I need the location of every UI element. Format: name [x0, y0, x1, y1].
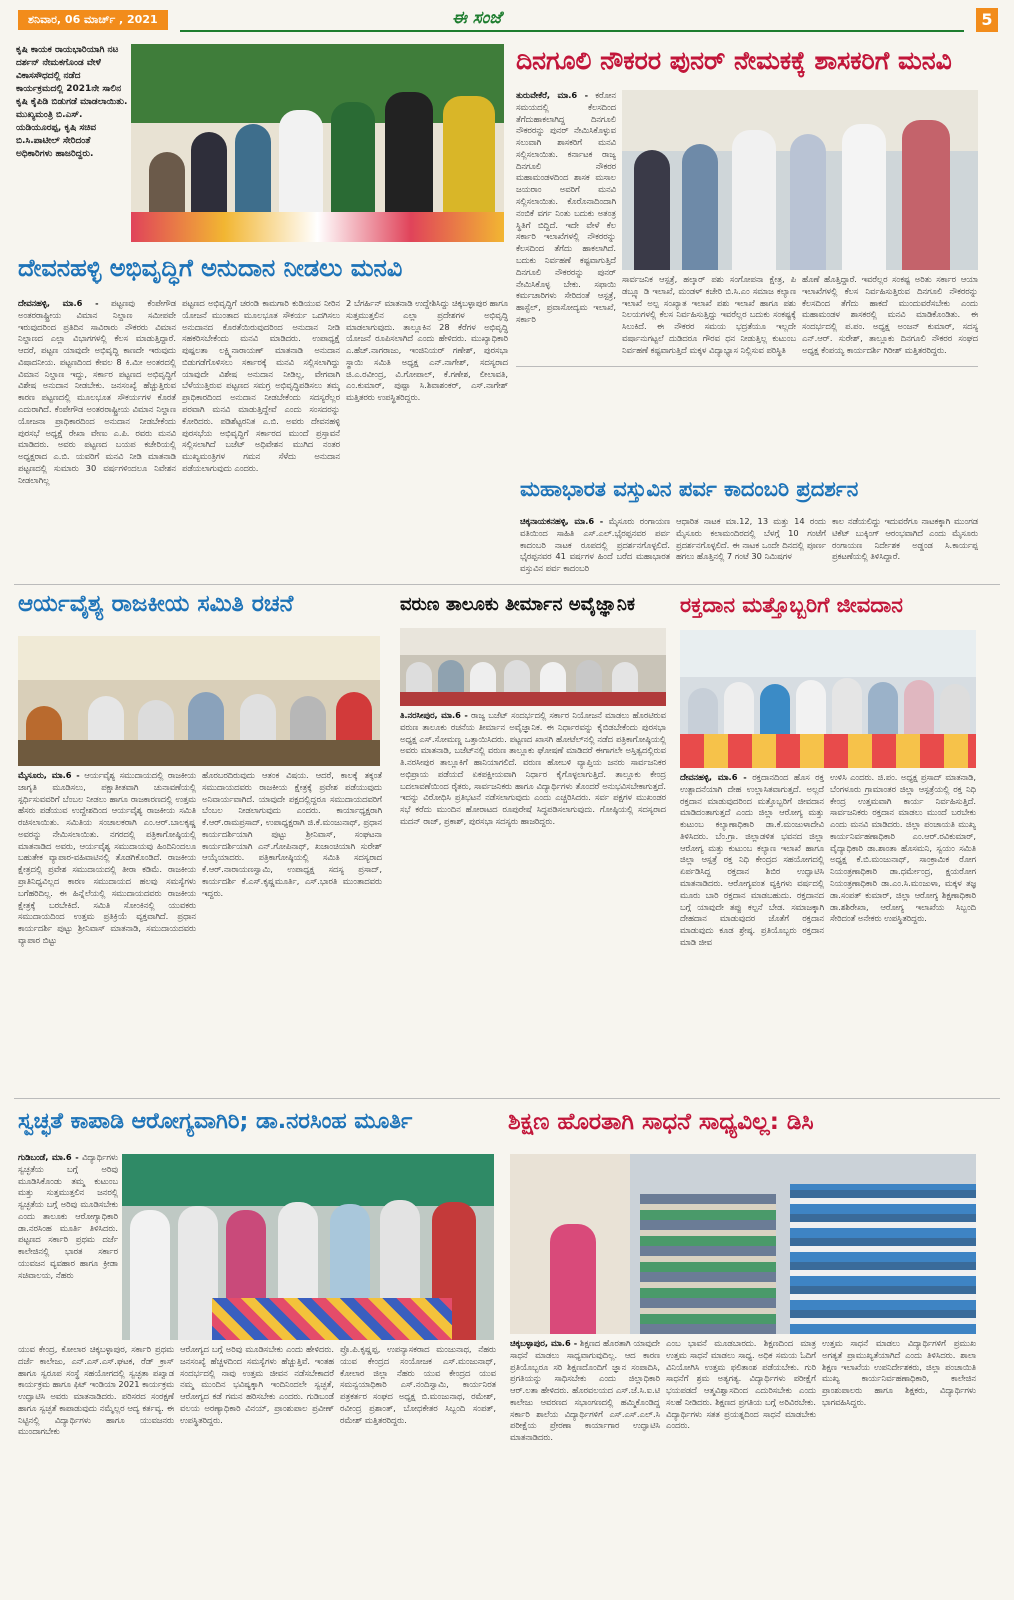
- article-daily-wage-col3: [802, 274, 978, 362]
- article-devanahalli-col3: [346, 298, 508, 576]
- photo-caption-top-left: [16, 44, 128, 240]
- article-text: 2 ಬೆಗರ್ಹಿನ್ ಮಾತನಾಡಿ ಉದ್ದೇಶಿಸಿದ್ದು ಚಿಕ್ಕಬಳ್ಳಾಪುರ ಹಾಗೂ ಸುತ್ತಮುತ್ತಲಿನ ಎಲ್ಲಾ ಪ್ರದೇಶಗಳ ಅಭಿವೃದ್ಧಿ ಮಾಡಲಾಗುವುದು. ತಾಲ್ಲೂಕಿನ 28 ಕೆರೆಗಳ ಅಭಿವೃದ್ಧಿ ಯೋಜನೆ ರೂಪಿಸಲಾಗಿದೆ ಎಂದು ಹೇಳಿದರು. ಮುಖ್ಯಾಧಿಕಾರಿ ಎ.ಹೆಚ್.ನಾಗರಾಜು, ಇಂಜಿನಿಯರ್ ಗಣೇಶ್, ಪುರಸಭಾ ಸ್ಥಾಯಿ ಸಮಿತಿ ಅಧ್ಯಕ್ಷ ಎನ್.ನಾಗೇಶ್, ಸದಸ್ಯರಾದ ಜಿ.ಎ.ರವೀಂದ್ರ, ವಿ.ಗೋಪಾಲ್, ಕೆ.ಗಣೇಶ, ಲೀಲಾವತಿ, ಎಂ.ಕುಮಾರ್, ಪುಷ್ಪಾ ಸಿ.ಶಿವಾಶಂಕರ್, ಎಸ್.ನಾಗೇಶ್ ಮತ್ತಿತರರು ಉಪಸ್ಥಿತರಿದ್ದರು.: [346, 298, 508, 403]
- divider: [14, 584, 1000, 585]
- issue-date: ಶನಿವಾರ, 06 ಮಾರ್ಚ್ , 2021: [18, 10, 168, 30]
- dateline: ದೇವನಹಳ್ಳಿ, ಮಾ.6 -: [18, 298, 99, 308]
- article-text: ಪಟ್ಟಣದ ಅಭಿವೃದ್ಧಿಗೆ ಚರಂಡಿ ಕಾಮಗಾರಿ ಕುಡಿಯುವ ನೀರಿನ ಯೋಜನೆ ಮುಂತಾದ ಮೂಲಭೂತ ಸೌಕರ್ಯ ಒದಗಿಸಲು ಅನುದಾನದ ಕೊರತೆಯಿರುವುದರಿಂದ ಅನುದಾನ ನೀಡಿ ಸಹಕರಿಸಬೇಕೆಂದು ಮನವಿ ಮಾಡಿದರು. ಉಪಾಧ್ಯಕ್ಷೆ ಪುಷ್ಪಲತಾ ಲಕ್ಷ್ಮಿನಾರಾಯಣ್ ಮಾತನಾಡಿ ಅನುದಾನ ಬಿಡುಗಡೆಗೊಳಿಸಲು ಸರ್ಕಾರಕ್ಕೆ ಮನವಿ ಸಲ್ಲಿಸಲಾಗಿದ್ದು ಯಾವುದೇ ವಿಶೇಷ ಅನುದಾನ ನೀಡಿಲ್ಲ, ವೇಗವಾಗಿ ಬೆಳೆಯುತ್ತಿರುವ ಪಟ್ಟಣದ ಸಮಗ್ರ ಅಭಿವೃದ್ಧಿಪಡಿಸಲು ತಮ್ಮ ಪ್ರಾಧಿಕಾರದಿಂದ ಅನುದಾನ ನೀಡಬೇಕೆಂದು ಸದಸ್ಯರೆಲ್ಲರ ಪರವಾಗಿ ಮನವಿ ಮಾಡುತ್ತಿದ್ದೇವೆ ಎಂದು ಸಂಸದರನ್ನು ಕೋರಿದರು. ಪಡಿಶೆಟ್ಟರನಿತ ಎ.ಬಿ. ಅವರು ದೇವನಹಳ್ಳಿ ಪುರಸಭೆಯ ಅಭಿವೃದ್ಧಿಗೆ ಸರ್ಕಾರದ ಮುಂದೆ ಪ್ರಸ್ತಾವನೆ ಸಲ್ಲಿಸಲಾಗಿದೆ ಬಜೆಟ್ ಅಧಿವೇಶನ ಮುಗಿದ ನಂತರ ಮುಖ್ಯಮಂತ್ರಿಗಳ ಗಮನ ಸೆಳೆದು ಅನುದಾನ ಪಡೆಯಲಾಗುವುದು ಎಂದರು.: [182, 298, 340, 473]
- wall-banner: [18, 636, 380, 680]
- article-education-col3: [822, 1338, 976, 1594]
- dateline: ಚಿಕ್ಕಬಳ್ಳಾಪುರ, ಮಾ.6 -: [510, 1338, 578, 1348]
- article-daily-wage-col1: [516, 90, 616, 358]
- article-daily-wage-col2: [622, 274, 796, 362]
- masthead: [10, 8, 1004, 34]
- dateline: ದೇವನಹಳ್ಳಿ, ಮಾ.6 -: [680, 772, 747, 782]
- article-blood-col2: [830, 772, 976, 1090]
- dateline: ಮೈಸೂರು, ಮಾ.6 -: [18, 770, 80, 780]
- dateline: ಚಿಕ್ಕನಾಯಕನಹಳ್ಳಿ, ಮಾ.6 -: [520, 516, 604, 526]
- table: [18, 740, 380, 766]
- photo-varuna-meeting: [400, 628, 666, 706]
- article-text: ರಾಜ್ಯ ಬಜೆಟ್ ಸಂದರ್ಭದಲ್ಲಿ ಸರ್ಕಾರ ನಿಯೋಜನೆ ಮಾಡಲು ಹೊರಟಿರುವ ವರುಣ ತಾಲೂಕು ರಚನೆಯ ತೀರ್ಮಾನ ಅವೈಜ್ಞಾನಿಕ. ಈ ನಿರ್ಧಾರವನ್ನು ಕೈಬಿಡಬೇಕೆಂದು ಪುರಸಭಾ ಅಧ್ಯಕ್ಷ ಎಸ್.ಸೋಮಣ್ಣ ಒತ್ತಾಯಿಸಿದರು. ಪಟ್ಟಣದ ಖಾಸಗಿ ಹೋಟೆಲ್‌ನಲ್ಲಿ ನಡೆದ ಪತ್ರಿಕಾಗೋಷ್ಠಿಯಲ್ಲಿ ಅವರು ಮಾತನಾಡಿ, ಬಜೆಟ್‌ನಲ್ಲಿ ವರುಣ ತಾಲ್ಲೂಕು ಘೋಷಣೆ ಮಾಡಿದರೆ ಈಗಾಗಲೇ ಅಸ್ತಿತ್ವದಲ್ಲಿರುವ ತಿ.ನರಸೀಪುರ ತಾಲ್ಲೂಕಿಗೆ ಹಾನಿಯಾಗಲಿದೆ. ವರುಣ ಹೋಬಳಿ ವ್ಯಾಪ್ತಿಯ ಜನರು ಸಾರ್ವಜನಿಕರ ಅಭಿಪ್ರಾಯ ಪಡೆಯದೆ ಏಕಪಕ್ಷೀಯವಾಗಿ ನಿರ್ಧಾರ ಕೈಗೊಳ್ಳಲಾಗುತ್ತಿದೆ. ತಾಲ್ಲೂಕು ಕೇಂದ್ರ ಬದಲಾವಣೆಯಿಂದ ರೈತರು, ಸಾರ್ವಜನಿಕರು ಹಾಗೂ ವಿದ್ಯಾರ್ಥಿಗಳು ತೊಂದರೆ ಅನುಭವಿಸಬೇಕಾಗುತ್ತದೆ. ಇದನ್ನು ವಿರೋಧಿಸಿ ಪ್ರತಿಭಟನೆ ನಡೆಸಲಾಗುವುದು ಎಂದು ಎಚ್ಚರಿಸಿದರು. ಸರ್ವ ಪಕ್ಷಗಳ ಮುಖಂಡರ ಸಭೆ ಕರೆದು ಮುಂದಿನ ಹೋರಾಟದ ರೂಪುರೇಷೆ ಸಿದ್ಧಪಡಿಸಲಾಗುವುದು. ಗೋಷ್ಠಿಯಲ್ಲಿ ಸದಸ್ಯರಾದ ಮದನ್ ರಾಜ್, ಪ್ರಕಾಶ್, ಪುರಸಭಾ ಸದಸ್ಯರು ಹಾಜರಿದ್ದರು.: [400, 710, 666, 827]
- article-mahabharata-col2: [676, 516, 826, 578]
- person-figure: [902, 120, 950, 270]
- article-text: ಪ್ರೊ.ಪಿ.ಕೃಷ್ಣಪ್ಪ, ಉಪನ್ಯಾಸಕರಾದ ಮಂಜುನಾಥ, ನೆಹರು ಯುವ ಕೇಂದ್ರದ ಸಂಯೋಜಕ ಎಸ್.ಮಂಜುನಾಥ್, ಕೋಲಾರ ಜಿಲ್ಲಾ ನೆಹರು ಯುವ ಕೇಂದ್ರದ ಯುವ ಸಮನ್ವಯಾಧಿಕಾರಿ ಎಸ್.ನಂದಿಸ್ವಾಮಿ, ಕಾರ್ಯನಿರತ ಪತ್ರಕರ್ತರ ಸಂಘದ ಅಧ್ಯಕ್ಷ ಬಿ.ಮಂಜುನಾಥ, ರಮೇಶ್, ರವೀಂದ್ರ ಪ್ರಶಾಂತ್, ಬೋಧಕೇತರ ಸಿಬ್ಬಂದಿ ಸಂಪತ್, ರಮೇಶ್ ಮತ್ತಿತರರಿದ್ದರು.: [340, 1344, 496, 1425]
- stage-banner: [680, 630, 976, 677]
- article-cleanliness-left: [18, 1152, 118, 1342]
- headline-blood-donation: ರಕ್ತದಾನ ಮತ್ತೊಬ್ಬರಿಗೆ ಜೀವದಾನ: [680, 594, 903, 617]
- page-number: 5: [976, 8, 998, 32]
- article-text: ಕರೋನ ಸಮಯದಲ್ಲಿ ಕೆಲಸದಿಂದ ತೆಗೆದುಹಾಕಲಾಗಿದ್ದ ದಿನಗೂಲಿ ನೌಕರರನ್ನು ಪುನರ್ ನೇಮಿಸಿಕೊಳ್ಳುವ ಸಲುವಾಗಿ ಶಾಸಕರಿಗೆ ಮನವಿ ಸಲ್ಲಿಸಲಾಯಿತು. ಕರ್ನಾಟಕ ರಾಜ್ಯ ದಿನಗೂಲಿ ನೌಕರರ ಮಹಾಮಂಡಳದಿಂದ ಶಾಸಕ ಮಸಾಲ ಜಯರಾಂ ಅವರಿಗೆ ಮನವಿ ಸಲ್ಲಿಸಲಾಯಿತು. ಕೊರೊನಾದಿಂದಾಗಿ ನಂಬಿಕೆ ವರ್ಗ ನಿಂತು ಬದುಕು ಅತಂತ್ರ ಸ್ಥಿತಿಗೆ ಬಿದ್ದಿದೆ. ಇದೇ ವೇಳೆ ಕೆಲ ಸರ್ಕಾರಿ ಇಲಾಖೆಗಳಲ್ಲಿ ನೌಕರರನ್ನು ಕೆಲಸದಿಂದ ತೆಗೆದು ಹಾಕಲಾಗಿದೆ. ಬದುಕು ನಿರ್ವಹಣೆ ಕಷ್ಟವಾಗುತ್ತಿದೆ ದಿನಗೂಲಿ ನೌಕರರನ್ನು ಪುನರ್ ನೇಮಿಸಿಕೊಳ್ಳ ಬೇಕು. ಸಫಾಯಿ ಕರ್ಮಚಾರಿಗಳು ಸೇರಿದಂತೆ ಆಸ್ಪತ್ರೆ, ಹಾಸ್ಟೆಲ್, ಪ್ರವಾಸೋದ್ಯಮ ಇಲಾಖೆ, ಸರ್ಕಾರಿ: [516, 90, 616, 324]
- article-text: ಸಾರ್ವಜನಿಕ ಆಸ್ಪತ್ರೆ, ಹಲ್ಕಾರ್ ಪಶು ಸಂಗೋಪನಾ ಕ್ಷೇತ್ರ, ಪಿ ಡಬ್ಲ್ಯೂ ಡಿ ಇಲಾಖೆ, ಮಂಡಳ್ ಕಚೇರಿ ಬಿ.ಸಿ.ಎಂ ಸಮಾಜ ಕಲ್ಯಾಣ ಇಲಾಖೆ ಅಲ್ಪ ಸಂಖ್ಯಾತ ಇಲಾಖೆ ಪಶು ಇಲಾಖೆ ಹಾಗೂ ಪಶು ನಿಲಯಗಳಲ್ಲಿ ಕೆಲಸ ನಿರ್ವಹಿಸುತ್ತಿದ್ದು ಇವರೆಲ್ಲರ ಬದುಕು ಸಂಕಷ್ಟಕ್ಕೆ ಸಿಲುಕಿದೆ. ಈ ನೌಕರರ ಸಮಯ ಭದ್ರತೆಯೂ ಇಲ್ಲದೇ ವರ್ಷಾನುಗಟ್ಟಲೆ ದುಡಿದರೂ ಗೌರವ ಧನ ನೀಡುತ್ತಿಲ್ಲ ಕುಟುಂಬ ನಿರ್ವಹಣೆ ಕಷ್ಟವಾಗುತ್ತಿದೆ ಮಕ್ಕಳ ವಿದ್ಯಾಭ್ಯಾಸ ನಿಲ್ಲಿಸುವ ಪರಿಸ್ಥಿತಿ: [622, 274, 796, 355]
- ad-space: [520, 374, 978, 472]
- article-text: ರಕ್ತದಾನದಿಂದ ಹೊಸ ರಕ್ತ ಉತ್ಪಾದನೆಯಾಗಿ ದೇಹ ಉಲ್ಲಾಸಿತವಾಗುತ್ತದೆ. ಅಲ್ಲದೆ ರಕ್ತದಾನ ಮಾಡುವುದರಿಂದ ಮತ್ತೊಬ್ಬರಿಗೆ ಜೀವದಾನ ಮಾಡಿದಂತಾಗುತ್ತದೆ ಎಂದು ಜಿಲ್ಲಾ ಆರೋಗ್ಯ ಮತ್ತು ಕುಟುಂಬ ಕಲ್ಯಾಣಾಧಿಕಾರಿ ಡಾ.ಕೆ.ಮಂಜುಳಾದೇವಿ ತಿಳಿಸಿದರು. ಬೆಂ.ಗ್ರಾ. ಜಿಲ್ಲಾಡಳಿತ ಭವನದ ಜಿಲ್ಲಾ ಆರೋಗ್ಯ ಮತ್ತು ಕುಟುಂಬ ಕಲ್ಯಾಣ ಇಲಾಖೆ ಹಾಗೂ ಜಿಲ್ಲಾ ಆಸ್ಪತ್ರೆ ರಕ್ತ ನಿಧಿ ಕೇಂದ್ರದ ಸಹಯೋಗದಲ್ಲಿ ಏರ್ಪಡಿಸಿದ್ದ ರಕ್ತದಾನ ಶಿಬಿರ ಉದ್ಘಾಟಿಸಿ ಮಾತನಾಡಿದರು. ಆರೋಗ್ಯವಂತ ವ್ಯಕ್ತಿಗಳು ವರ್ಷದಲ್ಲಿ ಮೂರು ಬಾರಿ ರಕ್ತದಾನ ಮಾಡಬಹುದು. ರಕ್ತದಾನದ ಬಗ್ಗೆ ಯಾವುದೇ ತಪ್ಪು ಕಲ್ಪನೆ ಬೇಡ. ಸಮಾಜಕ್ಕಾಗಿ ದೇಹದಾನ ಮಾಡುವುದರ ಜೊತೆಗೆ ರಕ್ತದಾನ ಮಾಡುವುದು ಕೂಡ ಶ್ರೇಷ್ಠ. ಪ್ರತಿಯೊಬ್ಬರು ರಕ್ತದಾನ ಮಾಡಿ ಜೀವ: [680, 772, 824, 947]
- person-figure: [790, 134, 826, 270]
- divider: [14, 1098, 1000, 1099]
- newspaper-title: ಈ ಸಂಜೆ: [452, 8, 502, 28]
- headline-mahabharata: ಮಹಾಭಾರತ ವಸ್ತುವಿನ ಪರ್ವ ಕಾದಂಬರಿ ಪ್ರದರ್ಶನ: [520, 478, 859, 501]
- speaker-figure: [550, 1224, 596, 1334]
- article-text: ಹೊಣೆ ಹೊತ್ತಿದ್ದಾರೆ. ಇವರೆಲ್ಲರ ಸಂಕಷ್ಟ ಅರಿತು ಸರ್ಕಾರ ಆಯಾ ಇಲಾಖೆಗಳಲ್ಲಿ ಕೆಲಸ ನಿರ್ವಹಿಸುತ್ತಿರುವ ದಿನಗೂಲಿ ನೌಕರರನ್ನು ಕೆಲಸದಿಂದ ತೆಗೆದು ಹಾಕದೆ ಮುಂದುವರೆಸಬೇಕು ಎಂದು ಮಹಾಮಂಡಳ ಶಾಸಕರಲ್ಲಿ ಮನವಿ ಮಾಡಿಕೊಂಡಿತು. ಈ ಸಂದರ್ಭದಲ್ಲಿ ಪ.ಪಂ. ಅಧ್ಯಕ್ಷ ಅಂಜನ್ ಕುಮಾರ್, ಸದಸ್ಯ ಎನ್.ಆರ್. ಸುರೇಶ್, ತಾಲ್ಲೂಕು ದಿನಗೂಲಿ ನೌಕರರ ಸಂಘದ ಅಧ್ಯಕ್ಷ ಕೆಂಪಯ್ಯ ಕಾರ್ಯದರ್ಶಿ ಗಿರೀಶ್ ಮತ್ತಿತರರಿದ್ದರು.: [802, 274, 978, 355]
- article-text: ಆಧಾರಿತ ನಾಟಕ ಮಾ.12, 13 ಮತ್ತು 14 ರಂದು ಮೈಸೂರು ಕಲಾಮಂದಿರದಲ್ಲಿ ಬೆಳಗ್ಗೆ 10 ಗಂಟೆಗೆ ಪ್ರದರ್ಶನಗೊಳ್ಳಲಿದೆ. ಈ ನಾಟಕ ಒಂದೇ ದಿನದಲ್ಲಿ ಪೂರ್ಣ ಹಗಲು ಹೊತ್ತಿನಲ್ಲಿ 7 ಗಂಟೆ 30 ನಿಮಿಷಗಳ: [676, 516, 826, 562]
- person-figure: [130, 1210, 170, 1340]
- article-varuna-col1: [400, 710, 666, 1090]
- dateline: ಗುಡಿಬಂಡೆ, ಮಾ.6 -: [18, 1152, 79, 1162]
- article-text: ಉಳಿಸಿ ಎಂದರು. ಜಿ.ಪಂ. ಅಧ್ಯಕ್ಷ ಪ್ರಸಾದ್ ಮಾತನಾಡಿ, ಬೆಂಗಳೂರು ಗ್ರಾಮಾಂತರ ಜಿಲ್ಲಾ ಆಸ್ಪತ್ರೆಯಲ್ಲಿ ರಕ್ತ ನಿಧಿ ಕೇಂದ್ರ ಉತ್ತಮವಾಗಿ ಕಾರ್ಯ ನಿರ್ವಹಿಸುತ್ತಿದೆ. ಸಾರ್ವಜನಿಕರು ರಕ್ತದಾನ ಮಾಡಲು ಮುಂದೆ ಬರಬೇಕು ಎಂದು ಮನವಿ ಮಾಡಿದರು. ಜಿಲ್ಲಾ ಪಂಚಾಯತಿ ಮುಖ್ಯ ಕಾರ್ಯನಿರ್ವಹಣಾಧಿಕಾರಿ ಎಂ.ಆರ್.ರವಿಕುಮಾರ್, ವೈದ್ಯಾಧಿಕಾರಿ ಡಾ.ಶಾಂತಾ ಹೊಸಮನಿ, ಸ್ವಯಂ ಸಮಿತಿ ಅಧ್ಯಕ್ಷ ಕೆ.ಬಿ.ಮಂಜುನಾಥ್, ಸಾಂಕ್ರಾಮಿಕ ರೋಗ ನಿಯಂತ್ರಣಾಧಿಕಾರಿ ಡಾ.ಧರ್ಮೇಂದ್ರ, ಕ್ಷಯರೋಗ ನಿಯಂತ್ರಣಾಧಿಕಾರಿ ಡಾ.ಎಂ.ಸಿ.ಮಂಜುಳಾ, ಮಕ್ಕಳ ತಜ್ಞ ಡಾ.ಸಂಪತ್ ಕುಮಾರ್, ಜಿಲ್ಲಾ ಆರೋಗ್ಯ ಶಿಕ್ಷಣಾಧಿಕಾರಿ ಡಾ.ಶಶಿರೇಖಾ, ಆರೋಗ್ಯ ಇಲಾಖೆಯ ಸಿಬ್ಬಂದಿ ಸೇರಿದಂತೆ ಅನೇಕರು ಉಪಸ್ಥಿತರಿದ್ದರು.: [830, 772, 976, 924]
- event-banner: [122, 1154, 494, 1206]
- photo-lamp-lighting: [122, 1154, 494, 1340]
- dateline: ತುರುವೇಕೆರೆ, ಮಾ.6 -: [516, 90, 589, 100]
- student-rows-left: [640, 1194, 776, 1334]
- decorated-chairs: [680, 734, 976, 768]
- headline-daily-wage: ದಿನಗೂಲಿ ನೌಕರರ ಪುನರ್ ನೇಮಕಕ್ಕೆ ಶಾಸಕರಿಗೆ ಮನವಿ: [516, 48, 952, 75]
- article-text: ವಿದ್ಯಾರ್ಥಿಗಳು ಸ್ವಚ್ಛತೆಯ ಬಗ್ಗೆ ಅರಿವು ಮೂಡಿಸಿಕೊಂಡು ತಮ್ಮ ಕುಟುಂಬ ಮತ್ತು ಸುತ್ತಮುತ್ತಲಿನ ಜನರಲ್ಲಿ ಸ್ವಚ್ಛತೆಯ ಬಗ್ಗೆ ಅರಿವು ಮೂಡಿಸಬೇಕು ಎಂದು ತಾಲೂಕು ಆರೋಗ್ಯಾಧಿಕಾರಿ ಡಾ.ನರಸಿಂಹ ಮೂರ್ತಿ ತಿಳಿಸಿದರು. ಪಟ್ಟಣದ ಸರ್ಕಾರಿ ಪ್ರಥಮ ದರ್ಜೆ ಕಾಲೇಜಿನಲ್ಲಿ ಭಾರತ ಸರ್ಕಾರ ಯುವಜನ ವ್ಯವಹಾರ ಹಾಗೂ ಕ್ರೀಡಾ ಸಚಿವಾಲಯ, ನೆಹರು: [18, 1152, 118, 1280]
- person-figure: [634, 150, 670, 270]
- flower-decoration: [131, 212, 504, 242]
- photo-press-meet: [18, 636, 380, 766]
- person-figure: [732, 130, 776, 270]
- article-education-col1: [510, 1338, 660, 1594]
- headline-varuna: ವರುಣ ತಾಲೂಕು ತೀರ್ಮಾನ ಅವೈಜ್ಞಾನಿಕ: [400, 596, 635, 615]
- article-text: ಆರ್ಯವೈಶ್ಯ ಸಮುದಾಯದಲ್ಲಿ ರಾಜಕೀಯ ಜಾಗೃತಿ ಮೂಡಿಸಲು, ಪಕ್ಷಾತೀತವಾಗಿ ಚುನಾವಣೆಯಲ್ಲಿ ಸ್ಪರ್ಧಿಸುವವರಿಗೆ ಬೆಂಬಲ ನೀಡಲು ಹಾಗೂ ರಾಜಕಾರಣದಲ್ಲಿ ಉತ್ತಮ ಹೆಸರು ಪಡೆಯುವ ಉದ್ದೇಶದಿಂದ ಆರ್ಯವೈಶ್ಯ ರಾಜಕೀಯ ಸಮಿತಿ ರಚಿಸಲಾಯಿತು. ಸಮಿತಿಯ ಸಂಚಾಲಕರಾಗಿ ಎಂ.ಆರ್.ಬಾಲಕೃಷ್ಣ ಅವರನ್ನು ನೇಮಿಸಲಾಯಿತು. ನಗರದಲ್ಲಿ ಪತ್ರಿಕಾಗೋಷ್ಠಿಯಲ್ಲಿ ಮಾತನಾಡಿದ ಅವರು, ಆರ್ಯವೈಶ್ಯ ಸಮುದಾಯವು ಹಿಂದಿನಿಂದಲೂ ಬಹುತೇಕ ವ್ಯಾಪಾರ-ವಹಿವಾಟಿನಲ್ಲಿ ತೊಡಗಿಕೊಂಡಿದೆ. ರಾಜಕೀಯ ಕ್ಷೇತ್ರದಲ್ಲಿ ಪ್ರವೇಶ ಸಮುದಾಯದಲ್ಲಿ ತೀರಾ ಕಡಿಮೆ. ರಾಜಕೀಯ ಪ್ರಾತಿನಿಧ್ಯವಿಲ್ಲದ ಕಾರಣ ಸಮುದಾಯದ ಹಲವು ಸಮಸ್ಯೆಗಳು ಬಗೆಹರಿದಿಲ್ಲ. ಈ ಹಿನ್ನೆಲೆಯಲ್ಲಿ ಸಮುದಾಯದವರು ರಾಜಕೀಯ ಕ್ಷೇತ್ರಕ್ಕೆ ಬರಬೇಕಿದೆ. ಸಮಿತಿ ಸೋಂಕಿನಲ್ಲಿ ಯುವಕರು ಸಮುದಾಯದಿಂದ ಉತ್ತಮ ಪ್ರತಿಕ್ರಿಯೆ ವ್ಯಕ್ತವಾಗಿದೆ. ಪ್ರಧಾನ ಕಾರ್ಯದರ್ಶಿ ಪುಟ್ಟು ಶ್ರೀನಿವಾಸ್ ಮಾತನಾಡಿ, ಸಮುದಾಯದವರು ವ್ಯಾಪಾರ ಬಿಟ್ಟು: [18, 770, 196, 945]
- article-text: ಉತ್ತಮ ಸಾಧನೆ ಮಾಡಲು ವಿದ್ಯಾರ್ಥಿಗಳಿಗೆ ಪ್ರಮುಖ ಅಗತ್ಯತೆ ಪ್ರಾಮುಖ್ಯತೆಯಾಗಿದೆ ಎಂದು ತಿಳಿಸಿದರು. ಶಾಲಾ ಶಿಕ್ಷಣ ಇಲಾಖೆಯ ಉಪನಿರ್ದೇಶಕರು, ಜಿಲ್ಲಾ ಪಂಚಾಯಿತಿ ಮುಖ್ಯ ಕಾರ್ಯನಿರ್ವಹಣಾಧಿಕಾರಿ, ಕಾಲೇಜಿನ ಪ್ರಾಂಶುಪಾಲರು ಹಾಗೂ ಶಿಕ್ಷಕರು, ವಿದ್ಯಾರ್ಥಿಗಳು ಭಾಗವಹಿಸಿದ್ದರು.: [822, 1338, 976, 1407]
- masthead-rule: [180, 30, 964, 32]
- article-cleanliness-col3: [340, 1344, 496, 1594]
- article-text: ಎಂಬ ಭಾವನೆ ಮೂಡಬಾರದು. ಶಿಕ್ಷಣದಿಂದ ಮಾತ್ರ ಉತ್ತಮ ಸಾಧನೆ ಮಾಡಲು ಸಾಧ್ಯ. ಅಧಿಕ ಸಮಯ ಓದಿಗೆ ವಿನಿಯೋಗಿಸಿ ಉತ್ತಮ ಫಲಿತಾಂಶ ಪಡೆಯಬೇಕು. ಗುರಿ ಸಾಧನೆಗೆ ಶ್ರಮ ಅತ್ಯಗತ್ಯ. ವಿದ್ಯಾರ್ಥಿಗಳು ಪರೀಕ್ಷೆಗೆ ಭಯಪಡದೆ ಆತ್ಮವಿಶ್ವಾಸದಿಂದ ಎದುರಿಸಬೇಕು ಎಂದು ಸಲಹೆ ನೀಡಿದರು. ಶಿಕ್ಷಣದ ಪ್ರಗತಿಯ ಬಗ್ಗೆ ಅರಿವಿರಬೇಕು. ವಿದ್ಯಾರ್ಥಿಗಳು ಸತತ ಪ್ರಯತ್ನದಿಂದ ಸಾಧನೆ ಮಾಡಬೇಕು ಎಂದರು.: [666, 1338, 816, 1431]
- article-text: ಮೈಸೂರು ರಂಗಾಯಣ ವತಿಯಿಂದ ಸಾಹಿತಿ ಎಸ್.ಎಲ್.ಭೈರಪ್ಪನವರ ಪರ್ವ ಕಾದಂಬರಿ ನಾಟಕ ರೂಪದಲ್ಲಿ ಪ್ರದರ್ಶನಗೊಳ್ಳಲಿದೆ. ಭೈರಪ್ಪನವರ 41 ವರ್ಷಗಳ ಹಿಂದೆ ಬರೆದ ಮಹಾಭಾರತ ವಸ್ತುವಿನ ಪರ್ವ ಕಾದಂಬರಿ: [520, 516, 670, 574]
- article-text: ಯುವ ಕೇಂದ್ರ, ಕೋಲಾರ ಚಿಕ್ಕಬಳ್ಳಾಪುರ, ಸರ್ಕಾರಿ ಪ್ರಥಮ ದರ್ಜೆ ಕಾಲೇಜು, ಎನ್.ಎಸ್.ಎಸ್.ಘಟಕ, ರೆಡ್ ಕ್ರಾಸ್ ಹಾಗೂ ಸ್ವರೂಪ ಸಂಸ್ಥೆ ಸಹಯೋಗದಲ್ಲಿ ಸ್ವಚ್ಛತಾ ಪಖ್ವಾಡ ಕಾರ್ಯಕ್ರಮ ಹಾಗೂ ಫಿಟ್ ಇಂಡಿಯಾ 2021 ಕಾರ್ಯಕ್ರಮ ಉದ್ಘಾಟಿಸಿ ಅವರು ಮಾತನಾಡಿದರು. ಪರಿಸರದ ಸಂರಕ್ಷಣೆ ಹಾಗೂ ಸ್ವಚ್ಛತೆ ಕಾಪಾಡುವುದು ನಮ್ಮೆಲ್ಲರ ಆದ್ಯ ಕರ್ತವ್ಯ. ಈ ನಿಟ್ಟಿನಲ್ಲಿ ವಿದ್ಯಾರ್ಥಿಗಳು ಹಾಗೂ ಯುವಜನರು ಮುಂದಾಗಬೇಕು: [18, 1344, 174, 1437]
- article-text: ಪಟ್ಟಣವು ಕೆಂಪೇಗೌಡ ಅಂತರರಾಷ್ಟ್ರೀಯ ವಿಮಾನ ನಿಲ್ದಾಣ ಸಮೀಪವೇ ಇರುವುದರಿಂದ ಪ್ರತಿದಿನ ಸಾವಿರಾರು ನೌಕರರು ವಿಮಾನ ನಿಲ್ದಾಣದ ಎಲ್ಲಾ ವಿಭಾಗಗಳಲ್ಲಿ ಕೆಲಸ ಮಾಡುತ್ತಿದ್ದಾರೆ. ಆದರೆ, ಪಟ್ಟಣ ಯಾವುದೇ ಅಭಿವೃದ್ಧಿ ಕಾಣದೇ ಇರುವುದು ವಿಷಾದನೀಯ. ಪಟ್ಟಣದಿಂದ ಕೇವಲ 8 ಕಿ.ಮೀ ಅಂತರದಲ್ಲಿ ವಿಮಾನ ನಿಲ್ದಾಣ ಇದ್ದು, ಸರ್ಕಾರ ಪಟ್ಟಣದ ಅಭಿವೃದ್ಧಿಗೆ ವಿಶೇಷ ಅನುದಾನ ನೀಡಬೇಕು. ಜನಸಂಖ್ಯೆ ಹೆಚ್ಚುತ್ತಿರುವ ಕಾರಣ ಪಟ್ಟಣದಲ್ಲಿ ಮೂಲಭೂತ ಸೌಕರ್ಯಗಳ ಕೊರತೆ ಎದುರಾಗಿದೆ. ಕೆಂಪೇಗೌಡ ಅಂತರರಾಷ್ಟ್ರೀಯ ವಿಮಾನ ನಿಲ್ದಾಣ ಯೋಜನಾ ಪ್ರಾಧಿಕಾರದಿಂದ ಅನುದಾನ ನೀಡಬೇಕೆಂದು ಪುರಸಭೆ ಅಧ್ಯಕ್ಷೆ ರೇಖಾ ವೇಣು ಎ.ಪಿ. ರವರು ಮನವಿ ಮಾಡಿದರು. ಅವರು ಪಟ್ಟಣದ ಬಯಪ ಕಚೇರಿಯಲ್ಲಿ ಅಧ್ಯಕ್ಷರಾದ ಎ.ಬಿ. ಯವರಿಗೆ ಮನವಿ ನೀಡಿ ಮಾತನಾಡಿ ಪಟ್ಟಣದಲ್ಲಿ ಸುಮಾರು 30 ವರ್ಷಗಳಿಂದಲೂ ನಿವೇಶನ ನೀಡಲಾಗಿಲ್ಲ: [18, 298, 176, 485]
- headline-aryavysya: ಆರ್ಯವೈಶ್ಯ ರಾಜಕೀಯ ಸಮಿತಿ ರಚನೆ: [18, 592, 294, 617]
- headline-cleanliness: ಸ್ವಚ್ಛತೆ ಕಾಪಾಡಿ ಆರೋಗ್ಯವಾಗಿರಿ; ಡಾ.ನರಸಿಂಹ ಮೂರ್ತಿ: [18, 1110, 413, 1134]
- article-text: ಆರೋಗ್ಯದ ಬಗ್ಗೆ ಅರಿವು ಮೂಡಿಸಬೇಕು ಎಂದು ಹೇಳಿದರು. ಜನಸಂಖ್ಯೆ ಹೆಚ್ಚಳದಿಂದ ಸಮಸ್ಯೆಗಳು ಹೆಚ್ಚುತ್ತಿವೆ. ಇಂತಹ ಸಂದರ್ಭದಲ್ಲಿ ನಾವು ಉತ್ತಮ ಜೀವನ ನಡೆಸಬೇಕಾದರೆ ನಮ್ಮ ಮುಂದಿನ ಭವಿಷ್ಯಕ್ಕಾಗಿ ಇಂದಿನಿಂದಲೇ ಸ್ವಚ್ಛತೆ, ಆರೋಗ್ಯದ ಕಡೆ ಗಮನ ಹರಿಸಬೇಕು ಎಂದರು. ಗುಡಿಬಂಡೆ ವಲಯ ಅರಣ್ಯಾಧಿಕಾರಿ ವಿನಯ್, ಪ್ರಾಂಶುಪಾಲ ಪ್ರವೀಣ್ ಉಪಸ್ಥಿತರಿದ್ದರು.: [180, 1344, 334, 1425]
- article-aryavysya-col2: [202, 770, 382, 1090]
- article-text: ಕಾಲ ನಡೆಯಲಿದ್ದು ಇದುವರೆಗೂ ನಾಟಕಕ್ಕಾಗಿ ಮುಂಗಡ ಟಿಕೆಟ್ ಬುಕ್ಕಿಂಗ್ ಆರಂಭವಾಗಿದೆ ಎಂದು ಮೈಸೂರು ರಂಗಾಯಣ ನಿರ್ದೇಶಕ ಅಡ್ಡಂಡ ಸಿ.ಕಾರ್ಯಪ್ಪ ಪ್ರಕಟಣೆಯಲ್ಲಿ ತಿಳಿಸಿದ್ದಾರೆ.: [832, 516, 978, 562]
- photo-book-release: [131, 44, 504, 242]
- article-text: ಶಿಕ್ಷಣದ ಹೊರತಾಗಿ ಯಾವುದೇ ಸಾಧನೆ ಮಾಡಲು ಸಾಧ್ಯವಾಗುವುದಿಲ್ಲ. ಆದ ಕಾರಣ ಪ್ರತಿಯೊಬ್ಬರೂ ಸರಿ ಶಿಕ್ಷಣದೊಂದಿಗೆ ಜ್ಞಾನ ಸಂಪಾದಿಸಿ, ಪ್ರಗತಿಯನ್ನು ಸಾಧಿಸಬೇಕು ಎಂದು ಜಿಲ್ಲಾಧಿಕಾರಿ ಆರ್.ಲತಾ ಹೇಳಿದರು. ಹೊರವಲಯದ ಎಸ್.ಜೆ.ಸಿ.ಐ.ಟಿ ಕಾಲೇಜು ಆವರಣದ ಸಭಾಂಗಣದಲ್ಲಿ ಹಮ್ಮಿಕೊಂಡಿದ್ದ ಸರ್ಕಾರಿ ಶಾಲೆಯ ವಿದ್ಯಾರ್ಥಿಗಳಿಗೆ ಎಸ್.ಎಸ್.ಎಲ್.ಸಿ ಪರೀಕ್ಷೆಯ ಪ್ರೇರಣಾ ಕಾರ್ಯಾಗಾರ ಉದ್ಘಾಟಿಸಿ ಮಾತನಾಡಿದರು.: [510, 1338, 660, 1443]
- article-blood-col1: [680, 772, 824, 1090]
- table-cloth: [212, 1298, 452, 1340]
- student-rows-right: [790, 1184, 976, 1334]
- article-mahabharata-col1: [520, 516, 670, 578]
- article-devanahalli-col1: [18, 298, 176, 576]
- article-cleanliness-col1: [18, 1344, 174, 1594]
- photo-memorandum: [622, 90, 978, 270]
- person-figure: [842, 124, 886, 270]
- photo-students-hall: [510, 1154, 976, 1334]
- divider: [516, 366, 978, 367]
- dateline: ತಿ.ನರಸೀಪುರ, ಮಾ.6 -: [400, 710, 468, 720]
- headline-devanahalli: ದೇವನಹಳ್ಳಿ ಅಭಿವೃದ್ಧಿಗೆ ಅನುದಾನ ನೀಡಲು ಮನವಿ: [18, 256, 403, 282]
- table-cloth: [400, 692, 666, 706]
- wall: [400, 628, 666, 655]
- article-education-col2: [666, 1338, 816, 1594]
- photo-blood-camp: [680, 630, 976, 768]
- article-cleanliness-col2: [180, 1344, 334, 1594]
- article-aryavysya-col1: [18, 770, 196, 1090]
- caption-text: ಕೃಷಿ ಕಾಯಕ ರಾಯಭಾರಿಯಾಗಿ ನಟ ದರ್ಶನ್ ನೇಮಕಗೊಂಡ ವೇಳೆ ವಿಕಾಸಸೌಧದಲ್ಲಿ ನಡೆದ ಕಾರ್ಯಕ್ರಮದಲ್ಲಿ 2021ನೇ ಸಾಲಿನ ಕೃಷಿ ಕೈಪಿಡಿ ಬಿಡುಗಡೆ ಮಾಡಲಾಯಿತು. ಮುಖ್ಯಮಂತ್ರಿ ಬಿ.ಎಸ್. ಯಡಿಯೂರಪ್ಪ, ಕೃಷಿ ಸಚಿವ ಬಿ.ಸಿ.ಪಾಟೀಲ್ ಸೇರಿದಂತೆ ಅಧಿಕಾರಿಗಳು ಹಾಜರಿದ್ದರು.: [16, 45, 128, 160]
- article-mahabharata-col3: [832, 516, 978, 578]
- headline-education: ಶಿಕ್ಷಣ ಹೊರತಾಗಿ ಸಾಧನೆ ಸಾಧ್ಯವಿಲ್ಲ: ಡಿಸಿ: [508, 1110, 814, 1135]
- article-devanahalli-col2: [182, 298, 340, 576]
- person-figure: [682, 144, 718, 270]
- article-text: ಹೊರಬರದಿರುವುದು ಆತಂಕ ವಿಷಯ. ಆದರೆ, ಕಾಲಕ್ಕೆ ತಕ್ಕಂತೆ ಸಮುದಾಯದವರು ರಾಜಕೀಯ ಕ್ಷೇತ್ರಕ್ಕೆ ಪ್ರವೇಶ ಪಡೆಯುವುದು ಅನಿವಾರ್ಯವಾಗಿದೆ. ಯಾವುದೇ ಪಕ್ಷದಲ್ಲಿದ್ದರೂ ಸಮುದಾಯದವರಿಗೆ ಬೆಂಬಲ ನೀಡಲಾಗುವುದು ಎಂದರು. ಕಾರ್ಯಾಧ್ಯಕ್ಷರಾಗಿ ಕೆ.ಆರ್.ರಾಮಪ್ರಸಾದ್, ಉಪಾಧ್ಯಕ್ಷರಾಗಿ ಜಿ.ಕೆ.ಮಂಜುನಾಥ್, ಪ್ರಧಾನ ಕಾರ್ಯದರ್ಶಿಯಾಗಿ ಪುಟ್ಟು ಶ್ರೀನಿವಾಸ್, ಸಂಘಟನಾ ಕಾರ್ಯದರ್ಶಿಯಾಗಿ ಎನ್.ಗೋಪಿನಾಥ್, ಖಜಾಂಚಿಯಾಗಿ ಸುರೇಶ್ ಆಯ್ಕೆಯಾದರು. ಪತ್ರಿಕಾಗೋಷ್ಠಿಯಲ್ಲಿ ಸಮಿತಿ ಸದಸ್ಯರಾದ ಕೆ.ಆರ್.ನಾರಾಯಣಸ್ವಾಮಿ, ಉಪಾಧ್ಯಕ್ಷ ಸದಸ್ಯ ಪ್ರಸಾದ್, ಕಾರ್ಯದರ್ಶಿ ಕೆ.ಎಸ್.ಕೃಷ್ಣಮೂರ್ತಿ, ಎಸ್.ಭಾರತಿ ಮುಂತಾದವರು ಇದ್ದರು.: [202, 770, 382, 898]
